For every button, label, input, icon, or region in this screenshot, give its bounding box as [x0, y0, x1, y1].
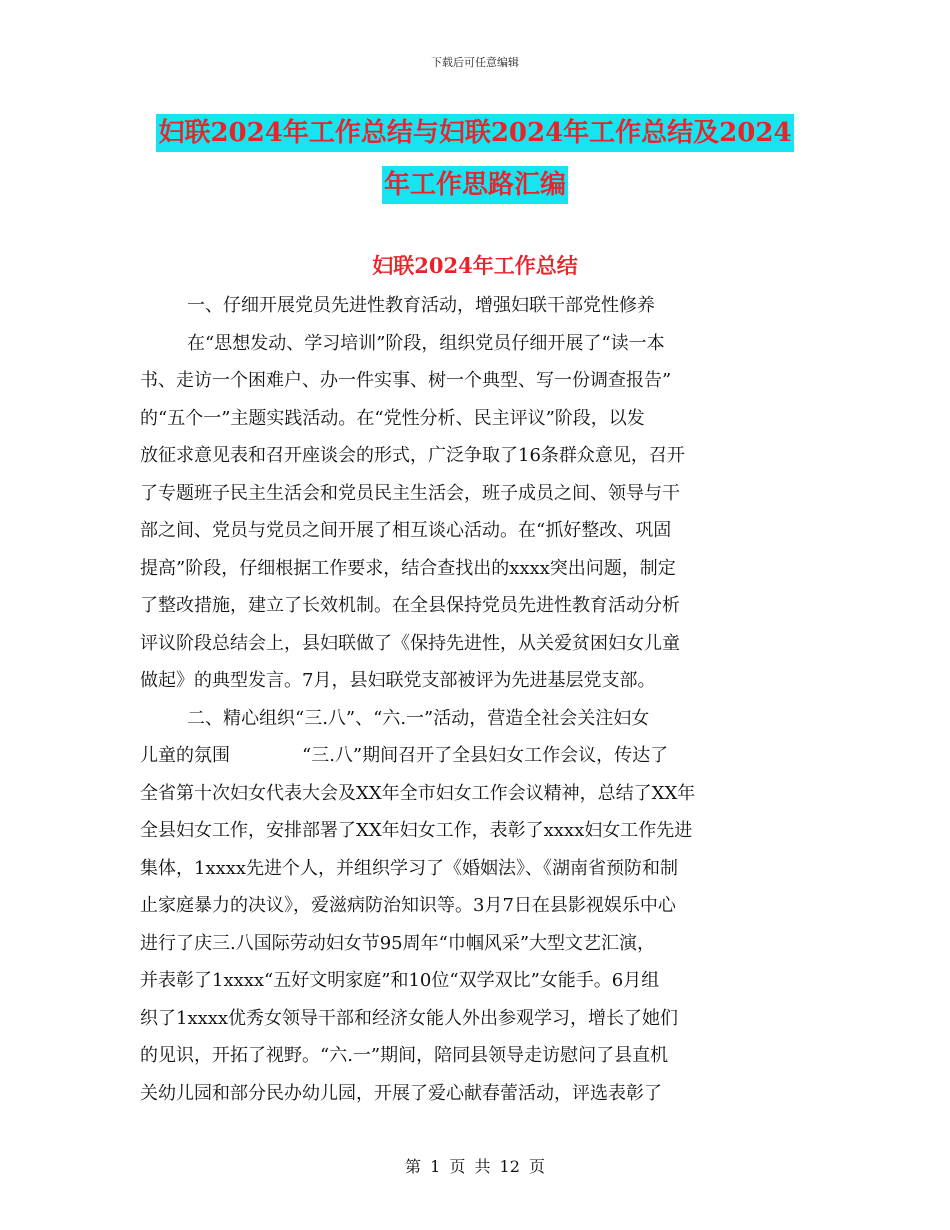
- page-number-footer: 第 1 页 共 12 页: [405, 1157, 545, 1176]
- paragraph-line: 进行了庆三.八国际劳动妇女节95周年“巾帼风采”大型文艺汇演，: [140, 932, 656, 954]
- section-title: 妇联2024年工作总结: [372, 253, 578, 278]
- document-title-line-2: 年工作思路汇编: [382, 166, 568, 204]
- paragraph-line: 并表彰了1xxxx“五好文明家庭”和10位“双学双比”女能手。6月组: [140, 970, 660, 991]
- paragraph-line: 的“五个一”主题实践活动。在“党性分析、民主评议”阶段，以发: [140, 407, 645, 429]
- paragraph-line: 了整改措施，建立了长效机制。在全县保持党员先进性教育活动分析: [140, 595, 680, 616]
- paragraph-heading: 一、仔细开展党员先进性教育活动，增强妇联干部党性修养: [187, 295, 655, 316]
- document-title-line-1: 妇联2024年工作总结与妇联2024年工作总结及2024: [156, 114, 793, 152]
- paragraph-line: 提高”阶段，仔细根据工作要求，结合查找出的xxxx突出问题，制定: [140, 557, 676, 579]
- paragraph-line: 全县妇女工作，安排部署了XX年妇女工作，表彰了xxxx妇女工作先进: [140, 820, 693, 841]
- document-title: [140, 107, 810, 211]
- header-note: 下载后可任意编辑: [431, 56, 519, 69]
- paragraph-line: 关幼儿园和部分民办幼儿园，开展了爱心献春蕾活动，评选表彰了: [140, 1082, 662, 1104]
- paragraph-line: 做起》的典型发言。7月，县妇联党支部被评为先进基层党支部。: [140, 670, 656, 691]
- paragraph-line: 了专题班子民主生活会和党员民主生活会，班子成员之间、领导与干: [140, 482, 680, 504]
- paragraph-line: 织了1xxxx优秀女领导干部和经济女能人外出参观学习，增长了她们: [140, 1007, 679, 1029]
- paragraph-line: 在“思想发动、学习培训”阶段，组织党员仔细开展了“读一本: [187, 332, 665, 354]
- paragraph-line: 书、走访一个困难户、办一件实事、树一个典型、写一份调查报告”: [140, 370, 672, 391]
- paragraph-line: 评议阶段总结会上，县妇联做了《保持先进性，从关爱贫困妇女儿童: [140, 632, 680, 654]
- paragraph-line: 部之间、党员与党员之间开展了相互谈心活动。在“抓好整改、巩固: [140, 520, 672, 541]
- paragraph-line: 儿童的氛围 “三.八”期间召开了全县妇女工作会议，传达了: [140, 745, 669, 766]
- paragraph-heading: 二、精心组织“三.八”、“六.一”活动，营造全社会关注妇女: [187, 707, 650, 729]
- paragraph-line: 全省第十次妇女代表大会及XX年全市妇女工作会议精神，总结了XX年: [140, 782, 696, 804]
- paragraph-line: 集体，1xxxx先进个人，并组织学习了《婚姻法》、《湖南省预防和制: [140, 857, 679, 879]
- paragraph-line: 止家庭暴力的决议》，爱滋病防治知识等。3月7日在县影视娱乐中心: [140, 895, 676, 916]
- body-text: [140, 287, 812, 1112]
- paragraph-line: 放征求意见表和召开座谈会的形式，广泛争取了16条群众意见，召开: [140, 445, 685, 466]
- paragraph-line: 的见识，开拓了视野。“六.一”期间，陪同县领导走访慰问了县直机: [140, 1045, 669, 1066]
